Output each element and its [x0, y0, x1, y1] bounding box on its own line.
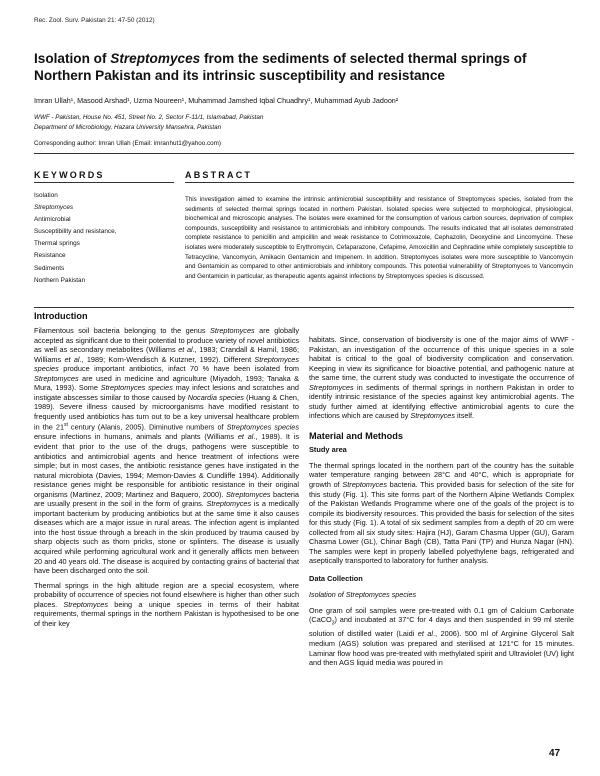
intro-paragraph-2: Thermal springs in the high altitude region are a special ecosystem, where probability of occurrence of species not found elsewhere is higher than other such places. Streptomyces being a unique species in terms of their habitat requirements, thermal springs in the northern Pakistan is hypothesised to be one of their key — [34, 580, 300, 628]
keyword-item: Streptomyces — [34, 204, 74, 212]
isolation-subheading: Isolation of Streptomyces species — [309, 589, 417, 599]
title-line-1: Isolation of Streptomyces from the sediments of selected thermal springs of — [34, 51, 527, 66]
keyword-item: Sediments — [34, 264, 65, 272]
header-divider — [34, 153, 574, 154]
abstract-text: This investigation aimed to examine the intrinsic antimicrobial susceptibility and resistance of Streptomyces species, isolated from the sediments of selected thermal springs located in northern Pakistan. Isolated species were subjected to morphological, physiological, biochemical and microscopic analyses. The isolates were examined for the consumption of various carbon sources, deprivation of complex compounds, susceptibility and resistance to antimicrobials and inhibitory compounds. The results indicated that all isolates demonstrated complete resistance to penicillin and ampicillin and weak resistance to Cotrimoxazole, Cephazolin, Deoxycline and Lincomycine. These isolates were moderately susceptible to Erythromycin, Cefaparazone, Cefapime, Amoxicillin and Cephradine while completely susceptible to Tetracycline, Vancomycin, Amikacin Gentamicin and Imipenem. In addition, Streptomyces isolates were more susceptible to Vancomycin and Gentamicin as compared to other antimicrobials and inhibitory compounds. This potential vulnerability of Streptomyces to Vancomycin and Gentamicin in particular, as therapeutic agents against infections by Streptomyces species is discussed. — [185, 196, 573, 280]
abstract-rule — [185, 182, 574, 183]
paper-title — [34, 50, 574, 84]
author-list: Imran Ullah¹, Masood Arshad¹, Uzma Noureen¹, Muhammad Jamshed Iqbal Chuadhry¹, Muhammad Ayub Jadoon² — [34, 96, 399, 105]
data-collection-heading: Data Collection — [309, 573, 363, 583]
keyword-item: Susceptibility and resistance, — [34, 228, 117, 236]
keyword-item: Northern Pakistan — [34, 276, 86, 284]
study-area-paragraph: The thermal springs located in the northern part of the country has the suitable water temperature ranging between 28°C and 40°C, which is appropriate for growth of Streptomyces bacteria. This provided basis for selection of the site for this study (Fig. 1). This site forms part of the Northern Alpine Wetlands Complex of the Pakistan Wetlands Programme where one of the goals of the project is to compile its biodiversity resources. This provided the basis for selection of the sites for this study (Fig. 1). A total of six sediment samples from a depth of 20 cm were collected from all six study sites: Hajira (HJ), Garam Chasma Upper (GU), Garam Chasma Lower (GL), Chinar Bagh (CB), Tatta Pani (TP) and Hunza Nagar (HN). The samples were kept in properly labelled polyethylene bags, refrigerated and aseptically transported to laboratory for further analysis. — [309, 460, 574, 566]
journal-citation: Rec. Zool. Surv. Pakistan 21: 47-50 (2012) — [34, 17, 155, 24]
left-column — [34, 309, 299, 628]
intro-paragraph-3: habitats. Since, conservation of biodiversity is one of the major aims of WWF - Pakistan, an investigation of the occurrence of this unique species in a sole habitat is critical to the goal of biodiversity complication and conservation. Keeping in view its significance for bioactive potential, and pathogenic nature at the same time, the current study was conducted to investigate the occurrence of Streptomyces in sediments of thermal springs in northern Pakistan in order to identify intrinsic resistance of the species against key antimicrobial agents. The study further aimed at identifying effective antimicrobial agents to cure the infections which are caused by Streptomyces itself. — [309, 335, 574, 421]
page-number: 47 — [549, 748, 561, 759]
methods-heading: Material and Methods — [309, 430, 403, 441]
study-area-heading: Study area — [309, 444, 347, 454]
abstract-heading: ABSTRACT — [185, 170, 253, 180]
intro-paragraph-1: Filamentous soil bacteria belonging to the genus Streptomyces are globally accepted as significant due to their potential to produce variety of novel antibiotics as well as secondary metabolites (Williams et al., 1983; Crandall & Hamil, 1986; Williams et al., 1989; Korn-Wendisch & Kutzner, 1992). Different Streptomyces species produce important antibiotics, infact 70 % have been isolated from Streptomyces are used in medicine and agriculture (Miyadoh, 1993; Tanaka & Mura, 1993). Some Streptomyces species may infect lesions and scratches and instigate abscesses similar to those caused by Nocardia species (Huang & Chen, 1989). Severe illness caused by microorganisms have modified resistant to frequently used antibiotics has turn out to be a key universal healthcare problem in the 21st century (Alanis, 2005). Diminutive numbers of Streptomyces species ensure infections in humans, animals and plants (Williams et al., 1989). It is evident that prior to the use of the drugs, pathogens were susceptible to antibiotics and antimicrobial agents and hence treatment of infections were simple; but in most cases, the antibiotic resistance genes have instigated in the natural microbiota (Davies, 1994; Memon-Davies & Cundliffe 1994). Additionally resistance genes might be responsible for antibiotic resistance in their original organisms (Martinez, 2009; Martinez and Baquero, 2000). Streptomyces bacteria are usually present in the soil in the form of grains. Streptomyces is a medically important bacterium by producing antibiotics but at the same time it also causes diseases which are a major issue in rural areas. The infection agent is implanted into the host tissue through a breach in the skin produced by trauma caused by sharp objects such as thorn pricks, stone or splinters. The disease is usually acquired while performing agricultural work and it generally afflicts men between 20 and 40 years old. The disease is acquired by contacting grains of bacterial that have been discharged onto the soil. — [34, 326, 300, 576]
keyword-item: Thermal springs — [34, 240, 80, 248]
corresponding-author: Corresponding author: Imran Ullah (Email: imranhut1@yahoo.com) — [34, 140, 221, 147]
right-column — [309, 335, 574, 668]
title-line-2: Northern Pakistan and its intrinsic susceptibility and resistance — [34, 68, 445, 83]
keyword-list — [34, 190, 116, 287]
keyword-item: Isolation — [34, 192, 58, 199]
keywords-rule — [34, 182, 174, 183]
introduction-heading: Introduction — [34, 311, 88, 321]
affiliation-2: Department of Microbiology, Hazara University Mansehra, Pakistan — [34, 123, 222, 131]
keyword-item: Antimicrobial — [34, 216, 71, 224]
isolation-paragraph: One gram of soil samples were pre-treated with 0.1 gm of Calcium Carbonate (CaCO$_3$) and incubated at 37°C for 4 days and then suspended in 99 ml sterile solution of distilled water (Laidi et al., 2006). 500 ml of Arginine Glycerol Salt medium (AGS) solution was prepared and sterilised at 121°C for 15 minutes. Laminar flow hood was pre-treated with methylated spirit and Ultraviolet (UV) light and then AGS liquid media was poured in — [309, 605, 574, 668]
keywords-heading: KEYWORDS — [34, 170, 105, 180]
affiliation-1: WWF - Pakistan, House No. 451, Street No. 2, Sector F-11/1, Islamabad, Pakistan — [34, 114, 264, 121]
affiliations — [34, 113, 263, 132]
abstract-divider — [34, 307, 574, 308]
keyword-item: Resistance — [34, 252, 66, 260]
